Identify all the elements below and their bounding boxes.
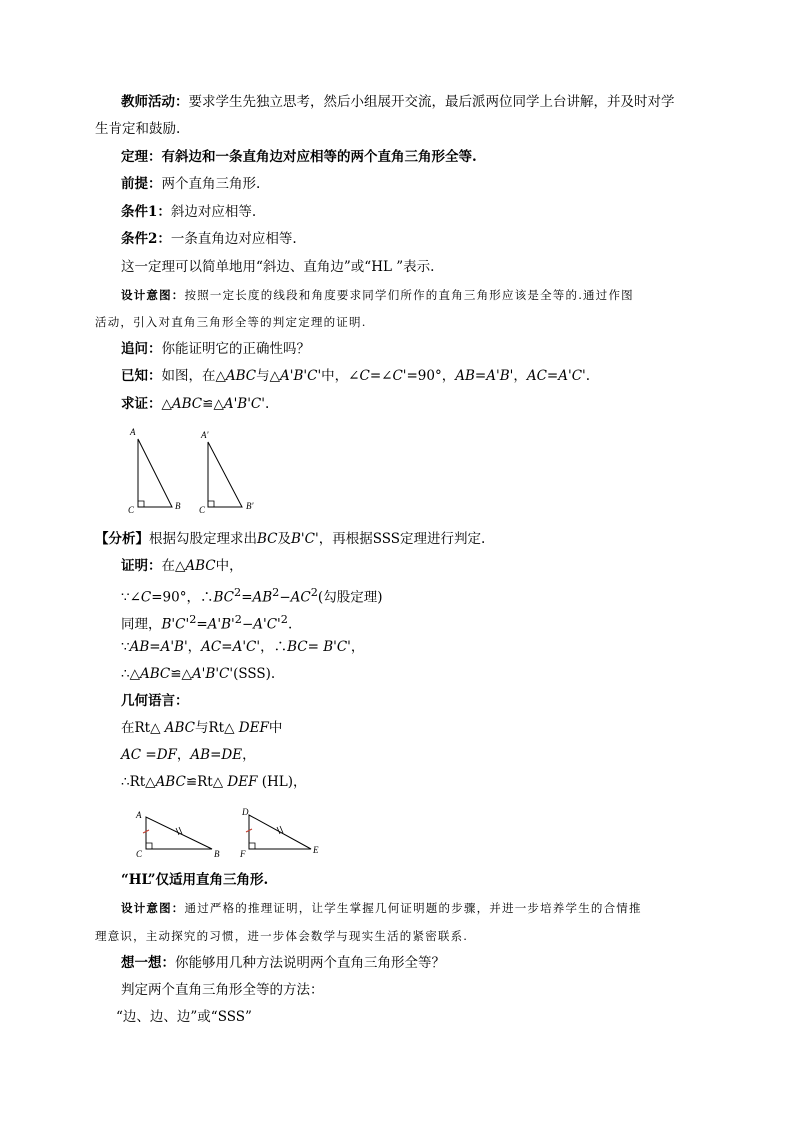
triangle-def-hl <box>239 807 319 859</box>
label-c: C <box>128 505 135 515</box>
label-b-prime: B' <box>246 501 254 511</box>
design-intent-2-line-1: 设计意图：通过严格的推理证明，让学生掌握几何证明题的步骤，并进一步培养学生的合情推 <box>121 901 642 915</box>
triangle-a-prime-b-prime-c-prime <box>199 430 254 515</box>
label-a: A <box>130 427 136 437</box>
methods-title: 判定两个直角三角形全等的方法： <box>121 982 324 998</box>
follow-up-question: 追问：你能证明它的正确性吗？ <box>121 341 310 357</box>
hl-sentence: 这一定理可以简单地用“斜边、直角边”或“HL ”表示. <box>121 259 435 275</box>
proof-line-3: 同理，$B'C'^2=A'B'^2-A'C'^2$. <box>121 613 293 633</box>
label-c-prime: C <box>199 505 206 515</box>
geometry-language-line-3: ∴Rt△ABC≌Rt△ DEF (HL)， <box>121 774 307 790</box>
proof-line-1: 证明：在△ABC中， <box>121 558 243 574</box>
proof-line-5: ∴△ABC≌△A'B'C'(SSS). <box>121 666 276 682</box>
teacher-activity-line-2: 生肯定和鼓励. <box>95 121 181 137</box>
teacher-activity-line-1: 教师活动：要求学生先独立思考，然后小组展开交流，最后派两位同学上台讲解，并及时对学 <box>121 94 675 110</box>
geometry-language-label: 几何语言： <box>121 693 189 709</box>
condition-1: 条件1：斜边对应相等. <box>121 204 257 220</box>
design-intent-1-line-2: 活动，引入对直角三角形全等的判定定理的证明. <box>95 315 367 329</box>
premise: 前提：两个直角三角形. <box>121 176 261 192</box>
triangle-abc <box>128 427 181 515</box>
figure-two-right-triangles <box>120 425 270 517</box>
figure-hl-triangles <box>128 805 328 863</box>
label-e-hl: E <box>313 845 319 855</box>
label-a-prime: A' <box>201 430 209 440</box>
hl-note: “HL”仅适用直角三角形. <box>121 872 269 888</box>
geometry-language-line-2: AC =DF，AB=DE， <box>121 747 256 763</box>
label-b-hl: B <box>214 849 220 859</box>
label-d-hl: D <box>242 807 249 817</box>
triangle-abc-hl <box>135 810 220 859</box>
proof-line-4: ∵AB=A'B'，AC=A'C'，∴BC= B'C'， <box>121 639 365 655</box>
label-c-hl: C <box>136 849 143 859</box>
think-about-it: 想一想：你能够用几种方法说明两个直角三角形全等？ <box>121 955 445 971</box>
theorem: 定理：有斜边和一条直角边对应相等的两个直角三角形全等. <box>121 149 477 165</box>
condition-2: 条件2：一条直角边对应相等. <box>121 231 297 247</box>
proof-line-2: ∵∠C=90°，$\therefore BC^2=AB^2-AC^2$(勾股定理) <box>121 586 383 606</box>
design-intent-1-line-1: 设计意图：按照一定长度的线段和角度要求同学们所作的直角三角形应该是全等的.通过作图 <box>121 288 634 302</box>
label-f-hl: F <box>240 849 246 859</box>
label-b: B <box>175 501 181 511</box>
design-intent-2-line-2: 理意识，主动探究的习惯，进一步体会数学与现实生活的紧密联系. <box>95 929 469 943</box>
geometry-language-line-1: 在Rt△ ABC与Rt△ DEF中 <box>121 720 283 736</box>
to-prove: 求证：△ABC≌△A'B'C'. <box>121 396 270 412</box>
method-sss: “边、边、边”或“SSS” <box>116 1009 252 1025</box>
given: 已知：如图，在△ABC与△A'B'C'中，∠C=∠C'=90°，AB=A'B'，AC=A'C'. <box>121 368 591 384</box>
label-a-hl: A <box>136 810 142 820</box>
analysis: 【分析】根据勾股定理求出BC及B'C'，再根据SSS定理进行判定. <box>95 531 486 547</box>
